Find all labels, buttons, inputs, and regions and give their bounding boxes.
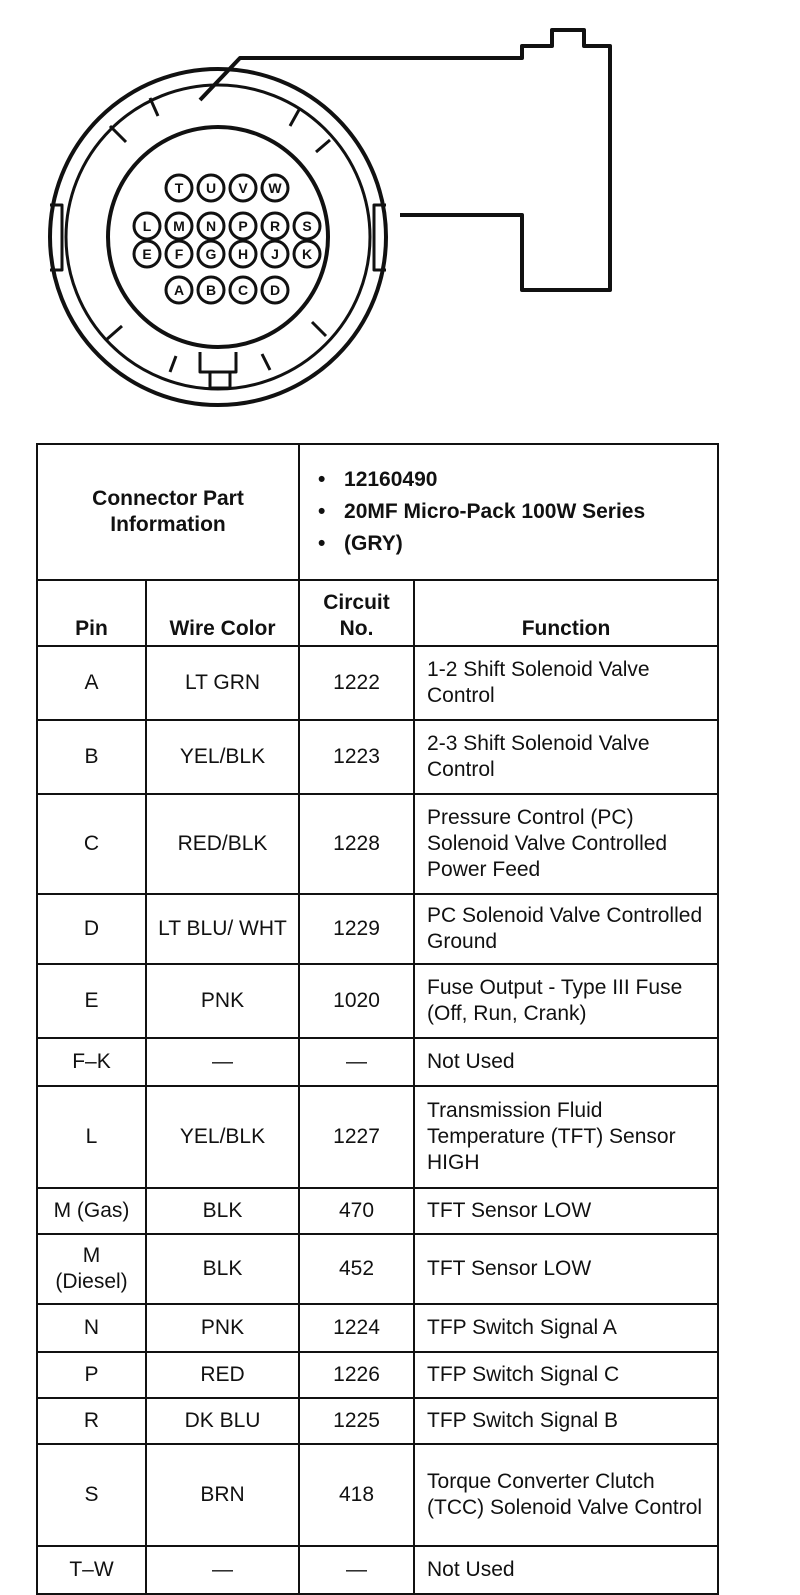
column-header-wire-color: Wire Color (146, 580, 299, 646)
pinout-table (36, 443, 719, 1595)
wire-color-cell: YEL/BLK (146, 720, 299, 794)
pin-cell: M (Gas) (37, 1188, 146, 1234)
pin-letter: D (269, 282, 281, 298)
wire-color-cell: — (146, 1546, 299, 1594)
wire-color-cell: LT BLU/ WHT (146, 894, 299, 964)
pin-letter: U (205, 180, 217, 196)
pin-cavity (134, 213, 160, 239)
pin-cavity (262, 175, 288, 201)
pin-cell: N (37, 1304, 146, 1352)
pin-letter: C (237, 282, 249, 298)
wire-color-cell: PNK (146, 964, 299, 1038)
pin-cell: B (37, 720, 146, 794)
circuit-cell: — (299, 1546, 414, 1594)
function-cell: Transmission Fluid Temperature (TFT) Sensor HIGH (414, 1086, 718, 1188)
pin-letter: S (302, 218, 312, 234)
pin-cavity (294, 213, 320, 239)
circuit-cell: — (299, 1038, 414, 1086)
pin-cell: A (37, 646, 146, 720)
circuit-cell: 1222 (299, 646, 414, 720)
circuit-cell: 1223 (299, 720, 414, 794)
wire-color-cell: PNK (146, 1304, 299, 1352)
pin-letter: A (173, 282, 185, 298)
pin-cavity (294, 241, 320, 267)
wire-color-cell: YEL/BLK (146, 1086, 299, 1188)
function-cell: PC Solenoid Valve Controlled Ground (414, 894, 718, 964)
circuit-cell: 1227 (299, 1086, 414, 1188)
wire-color-cell: LT GRN (146, 646, 299, 720)
function-cell: Not Used (414, 1546, 718, 1594)
table-row (37, 646, 718, 720)
wire-color-cell: BLK (146, 1234, 299, 1304)
circuit-cell: 1224 (299, 1304, 414, 1352)
function-cell: Pressure Control (PC) Solenoid Valve Controlled Power Feed (414, 794, 718, 894)
pin-letter: W (268, 180, 282, 196)
table-row (37, 1038, 718, 1086)
function-cell: 2-3 Shift Solenoid Valve Control (414, 720, 718, 794)
pin-letter: N (205, 218, 217, 234)
function-cell: TFP Switch Signal B (414, 1398, 718, 1444)
circuit-cell: 1228 (299, 794, 414, 894)
circuit-cell: 470 (299, 1188, 414, 1234)
pin-letter: B (205, 282, 217, 298)
pin-cell: F–K (37, 1038, 146, 1086)
pin-cell: E (37, 964, 146, 1038)
function-cell: 1-2 Shift Solenoid Valve Control (414, 646, 718, 720)
pin-cavity (230, 175, 256, 201)
pin-letter: V (238, 180, 248, 196)
wire-color-cell: BRN (146, 1444, 299, 1546)
table-row (37, 794, 718, 894)
pin-cell: L (37, 1086, 146, 1188)
pin-letter: M (173, 218, 185, 234)
column-header-pin: Pin (37, 580, 146, 646)
function-cell: TFT Sensor LOW (414, 1234, 718, 1304)
table-row (37, 1398, 718, 1444)
pin-cell: R (37, 1398, 146, 1444)
part-info-details (299, 444, 718, 580)
function-cell: TFP Switch Signal A (414, 1304, 718, 1352)
connector-diagram (0, 0, 800, 430)
pin-cavity (134, 241, 160, 267)
function-cell: Fuse Output - Type III Fuse (Off, Run, Crank) (414, 964, 718, 1038)
circuit-cell: 1225 (299, 1398, 414, 1444)
part-info-item: • (GRY) (318, 532, 403, 556)
pin-letter: P (238, 218, 248, 234)
function-cell: TFP Switch Signal C (414, 1352, 718, 1398)
table-row (37, 1188, 718, 1234)
pin-cavity (230, 277, 256, 303)
pin-cavity (198, 213, 224, 239)
pin-letter: L (142, 218, 152, 234)
pin-letter: F (174, 246, 184, 262)
column-header-row (37, 580, 718, 646)
pin-cavity (166, 175, 192, 201)
pin-cavities (134, 175, 320, 303)
pin-cell: S (37, 1444, 146, 1546)
pin-cavity (198, 241, 224, 267)
pin-cell: T–W (37, 1546, 146, 1594)
wire-color-cell: BLK (146, 1188, 299, 1234)
wire-color-cell: — (146, 1038, 299, 1086)
connector-lock-tab (200, 352, 236, 372)
table-row (37, 1304, 718, 1352)
wire-color-cell: RED/BLK (146, 794, 299, 894)
pin-cavity (166, 277, 192, 303)
table-row (37, 964, 718, 1038)
pin-letter: J (271, 246, 279, 262)
function-cell: Not Used (414, 1038, 718, 1086)
pin-letter: H (237, 246, 249, 262)
table-row (37, 720, 718, 794)
pin-cavity (230, 213, 256, 239)
pin-letter: R (269, 218, 281, 234)
pin-cell: P (37, 1352, 146, 1398)
part-info-item: • 12160490 (318, 467, 438, 491)
pin-cell: D (37, 894, 146, 964)
pin-cavity (230, 241, 256, 267)
pin-letter: G (205, 246, 217, 262)
pin-letter: K (301, 246, 313, 262)
pin-cavity (262, 277, 288, 303)
circuit-cell: 1229 (299, 894, 414, 964)
pin-letter: E (142, 246, 152, 262)
wire-color-cell: RED (146, 1352, 299, 1398)
table-row (37, 1086, 718, 1188)
column-header-function: Function (414, 580, 718, 646)
function-cell: TFT Sensor LOW (414, 1188, 718, 1234)
function-cell: Torque Converter Clutch (TCC) Solenoid Valve Control (414, 1444, 718, 1546)
pin-cavity (262, 213, 288, 239)
circuit-cell: 418 (299, 1444, 414, 1546)
pin-letter: T (174, 180, 184, 196)
column-header-circuit: Circuit No. (299, 580, 414, 646)
table-row (37, 1444, 718, 1546)
part-info-row (37, 444, 718, 580)
part-info-label: Connector Part Information (37, 444, 299, 580)
pin-cavity (166, 213, 192, 239)
pin-cavity (198, 277, 224, 303)
pin-cell: M (Diesel) (37, 1234, 146, 1304)
part-info-item: • 20MF Micro-Pack 100W Series (318, 499, 646, 523)
pin-cell: C (37, 794, 146, 894)
circuit-cell: 1226 (299, 1352, 414, 1398)
wire-color-cell: DK BLU (146, 1398, 299, 1444)
pin-cavity (262, 241, 288, 267)
pin-cavity (166, 241, 192, 267)
table-row (37, 1546, 718, 1594)
table-row (37, 894, 718, 964)
table-row (37, 1234, 718, 1304)
circuit-cell: 1020 (299, 964, 414, 1038)
table-row (37, 1352, 718, 1398)
pin-cavity (198, 175, 224, 201)
circuit-cell: 452 (299, 1234, 414, 1304)
